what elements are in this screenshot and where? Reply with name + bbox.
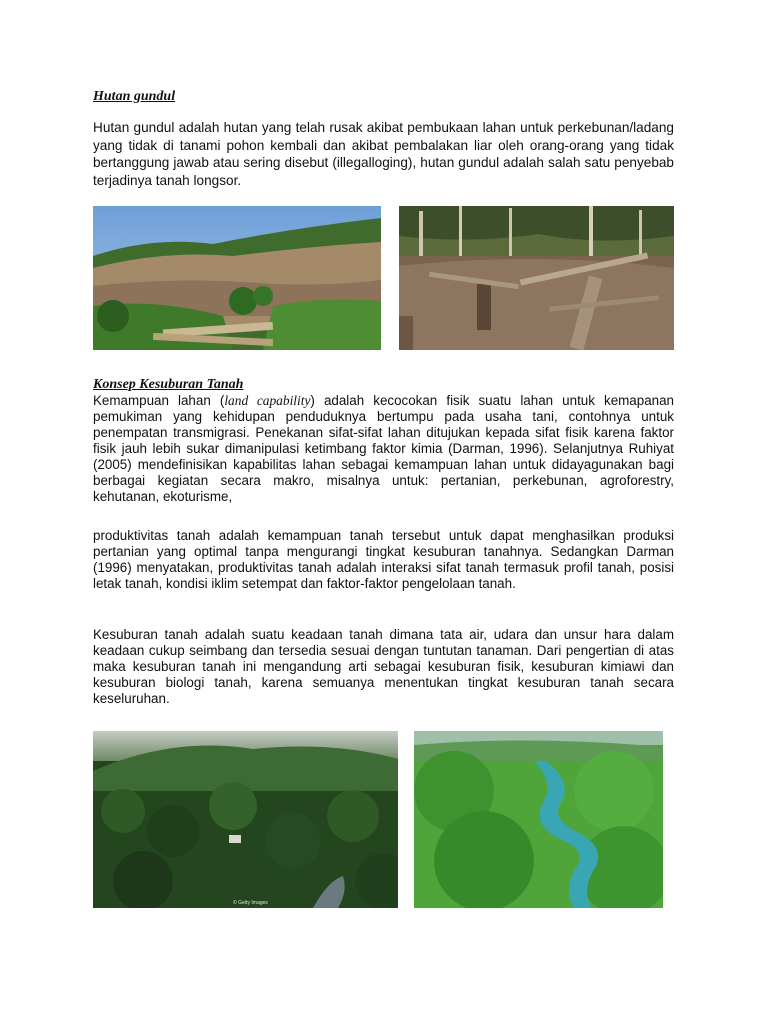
tree-stumps-photo: [399, 206, 674, 350]
paragraph-kemampuan-lahan: [93, 393, 674, 505]
paragraph-produktivitas-tanah: produktivitas tanah adalah kemampuan tanah tersebut untuk dapat menghasilkan produksi pertanian yang optimal tanpa mengurangi tingkat kesuburan tanahnya. Sedangkan Darman (1996) menyatakan, produktivitas tanah adalah interaksi sifat tanah termasuk profil tanah, posisi letak tanah, kondisi iklim setempat dan faktor-faktor pengelolaan tanah.: [93, 528, 674, 591]
heading-hutan-gundul: Hutan gundul: [93, 89, 176, 104]
land-capability-term: land capability: [224, 393, 311, 408]
heading-konsep-kesuburan-tanah: Konsep Kesuburan Tanah: [93, 377, 244, 392]
river-forest-photo: [414, 731, 663, 908]
paragraph-kemampuan-lahan-rest: ) adalah kecocokan fisik suatu lahan untuk kemapanan pemukiman yang kehidupan penduduknya bertumpu pada usaha tani, contohnya untuk penempatan transmigrasi. Penekanan sifat-sifat lahan ditujukan kepada sifat fisik karena faktor fisik jauh lebih sukar dimanipulasi ketimbang faktor kimia (Darman, 1996). Selanjutnya Ruhiyat (2005) mendefinisikan kapabilitas lahan sebagai kemampuan lahan untuk didayagunakan bagi berbagai kegiatan secara makro, misalnya untuk: pertanian, perkebunan, agroforestry, kehutanan, ekoturisme,: [93, 393, 674, 504]
paragraph-kemampuan-lahan-start: Kemampuan lahan (: [93, 393, 225, 408]
paragraph-hutan-gundul: Hutan gundul adalah hutan yang telah rusak akibat pembukaan lahan untuk perkebunan/ladang yang tidak di tanami pohon kembali dan akibat pembalakan liar oleh orang-orang yang tidak bertanggung jawab atau sering disebut (illegalloging), hutan gundul adalah salah satu penyebab terjadinya tanah longsor.: [93, 120, 674, 188]
paragraph-kesuburan-tanah: Kesuburan tanah adalah suatu keadaan tanah dimana tata air, udara dan unsur hara dalam keadaan cukup seimbang dan tersedia sesuai dengan tuntutan tanaman. Dari pengertian di atas maka kesuburan tanah ini mengandung arti sebagai kesuburan fisik, kesuburan kimiawi dan kesuburan biologi tanah, karena semuanya menentukan tingkat kesuburan tanah secara keseluruhan.: [93, 627, 674, 706]
forest-aerial-photo: [93, 731, 398, 908]
deforested-hillside-photo: [93, 206, 381, 350]
getty-watermark: © Getty Images: [233, 900, 268, 906]
